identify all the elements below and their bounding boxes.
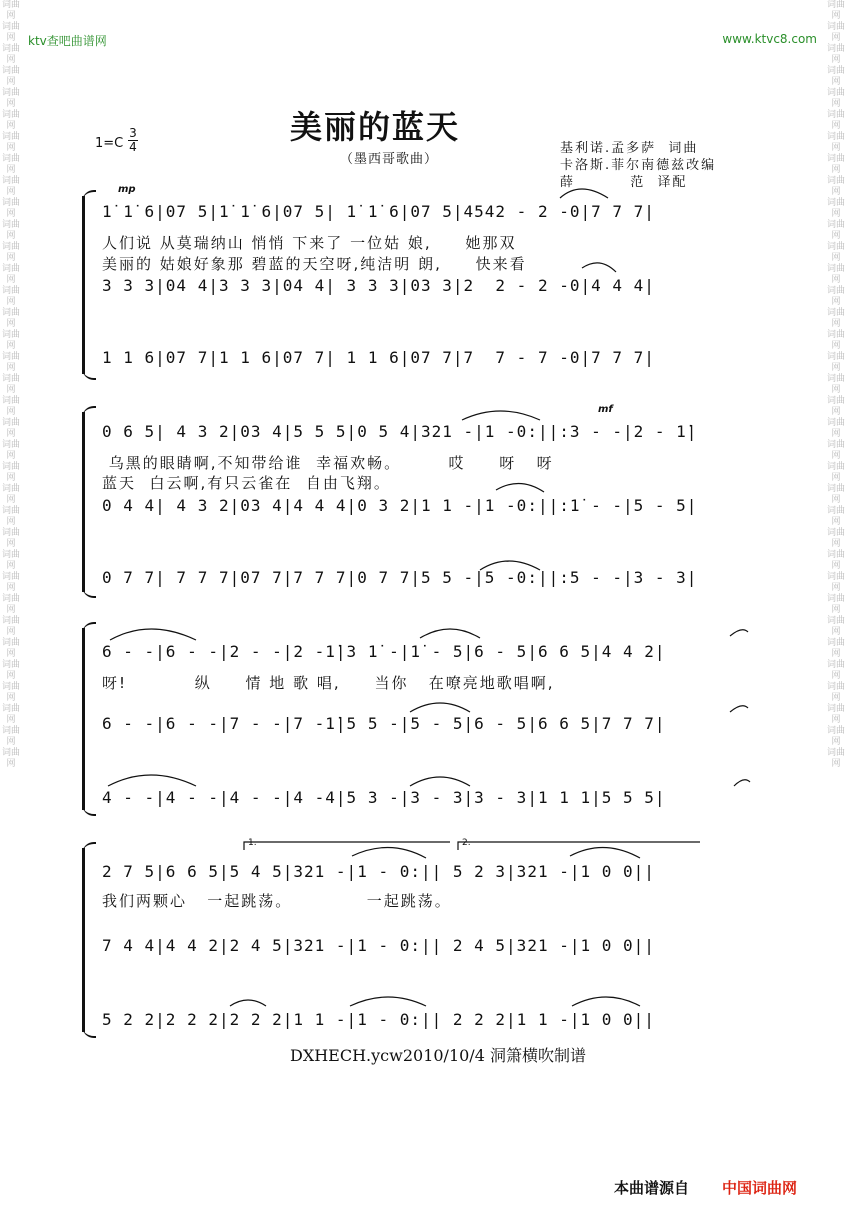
bass-line: 1 1 6|07 7|1 1 6|07 7| 1 1 6|07 7|7 7 - 7 -0|7 7 7| xyxy=(102,348,655,367)
lyric-verse-1: 乌黑的眼睛啊,不知带给谁 幸福欢畅。 哎 呀 呀 xyxy=(102,454,554,472)
melody-line: 6 - -|6 - -|2 - -|2 -1̇|3 1̇ -|1̇ - 5|6 - 5|6 6 5|4 4 2| xyxy=(102,642,666,661)
bass-line: 5 2 2|2 2 2|2 2 2|1 1 -|1 - 0:|| 2 2 2|1 1 -|1 0 0|| xyxy=(102,1010,655,1029)
bass-line: 0 7 7| 7 7 7|07 7|7 7 7|0 7 7|5 5 -|5 -0:||:5 - -|3 - 3| xyxy=(102,568,698,587)
site-name-left[interactable]: ktv查吧曲谱网 xyxy=(28,34,107,48)
bass-line: 4 - -|4 - -|4 - -|4 -4|5 3 -|3 - 3|3 - 3|1 1 1|5 5 5| xyxy=(102,788,666,807)
alto-line: 7 4 4|4 4 2|2 4 5|321 -|1 - 0:|| 2 4 5|321 -|1 0 0|| xyxy=(102,936,655,955)
volta-second-ending: 2. xyxy=(462,838,471,848)
lyric-verse-2: 美丽的 姑娘好象那 碧蓝的天空呀,纯洁明 朗, 快来看 xyxy=(102,255,527,273)
time-signature xyxy=(128,127,138,154)
source-label: 本曲谱源自 xyxy=(614,1179,690,1197)
lyric-verse-1: 我们两颗心 一起跳荡。 一起跳荡。 xyxy=(102,892,452,910)
score-system-1 xyxy=(82,196,750,374)
song-title: 美丽的蓝天 xyxy=(290,108,461,146)
system-brace xyxy=(82,412,93,592)
melody-line: 1̇ 1̇ 6|07 5|1̇ 1̇ 6|07 5| 1̇ 1̇ 6|07 5|4542 - 2 -0|7 7 7| xyxy=(102,202,655,221)
system-brace xyxy=(82,848,93,1032)
lyric-verse-1: 呀! 纵 情 地 歌 唱, 当你 在嘹亮地歌唱啊, xyxy=(102,674,555,692)
alto-line: 3 3 3|04 4|3 3 3|04 4| 3 3 3|03 3|2 2 - 2 -0|4 4 4| xyxy=(102,276,655,295)
alto-line: 0 4 4| 4 3 2|03 4|4 4 4|0 3 2|1 1 -|1 -0:||:1̇ - -|5 - 5| xyxy=(102,496,698,515)
right-watermark: 词曲网 词曲网 词曲网 词曲网 词曲网 词曲网 词曲网 词曲网 词曲网 词曲网 词曲网 词曲网 词曲网 词曲网 词曲网 词曲网 词曲网 词曲网 词曲网 词曲网 词曲网 词曲网 词曲网 词曲网 词曲网 词曲网 词曲网 词曲网 词曲网 词曲网 词曲网 词曲网 词曲网 词曲网 词曲网 xyxy=(827,0,845,769)
score-system-2 xyxy=(82,412,750,592)
dynamic-mp: mp xyxy=(118,184,136,195)
transcriber-credit: DXHECH.ycw2010/10/4 洞箫横吹制谱 xyxy=(290,1046,586,1065)
score-system-3 xyxy=(82,628,750,810)
song-subtitle: （墨西哥歌曲） xyxy=(340,152,439,167)
lyric-verse-2: 蓝天 白云啊,有只云雀在 自由飞翔。 xyxy=(102,474,391,492)
time-signature-bottom: 4 xyxy=(129,140,137,154)
key-signature: 1=C xyxy=(95,136,124,151)
alto-line: 6 - -|6 - -|7 - -|7 -1̇|5 5 -|5 - 5|6 - 5|6 6 5|7 7 7| xyxy=(102,714,666,733)
system-brace xyxy=(82,628,93,810)
site-url-right[interactable]: www.ktvc8.com xyxy=(722,32,817,46)
melody-line: 0 6 5| 4 3 2|03 4|5 5 5|0 5 4|321 -|1 -0:||:3 - -|2 - 1̇| xyxy=(102,422,698,441)
time-signature-top: 3 xyxy=(129,126,137,140)
volta-first-ending: 1. xyxy=(248,838,257,848)
system-brace xyxy=(82,196,93,374)
dynamic-mf: mf xyxy=(598,404,613,415)
score-system-4 xyxy=(82,838,750,1032)
source-site-link[interactable]: 中国词曲网 xyxy=(722,1179,798,1197)
lyric-verse-1: 人们说 从莫瑞纳山 悄悄 下来了 一位姑 娘, 她那双 xyxy=(102,234,517,252)
left-watermark: 词曲网 词曲网 词曲网 词曲网 词曲网 词曲网 词曲网 词曲网 词曲网 词曲网 词曲网 词曲网 词曲网 词曲网 词曲网 词曲网 词曲网 词曲网 词曲网 词曲网 词曲网 词曲网 词曲网 词曲网 词曲网 词曲网 词曲网 词曲网 词曲网 词曲网 词曲网 词曲网 词曲网 词曲网 词曲网 xyxy=(2,0,20,769)
melody-line: 2 7 5|6 6 5|5 4 5|321 -|1 - 0:|| 5 2 3|321 -|1 0 0|| xyxy=(102,862,655,881)
song-credits: 基利诺.孟多萨 词曲 卡洛斯.菲尔南德兹改编 薛 范 译配 xyxy=(560,141,717,190)
